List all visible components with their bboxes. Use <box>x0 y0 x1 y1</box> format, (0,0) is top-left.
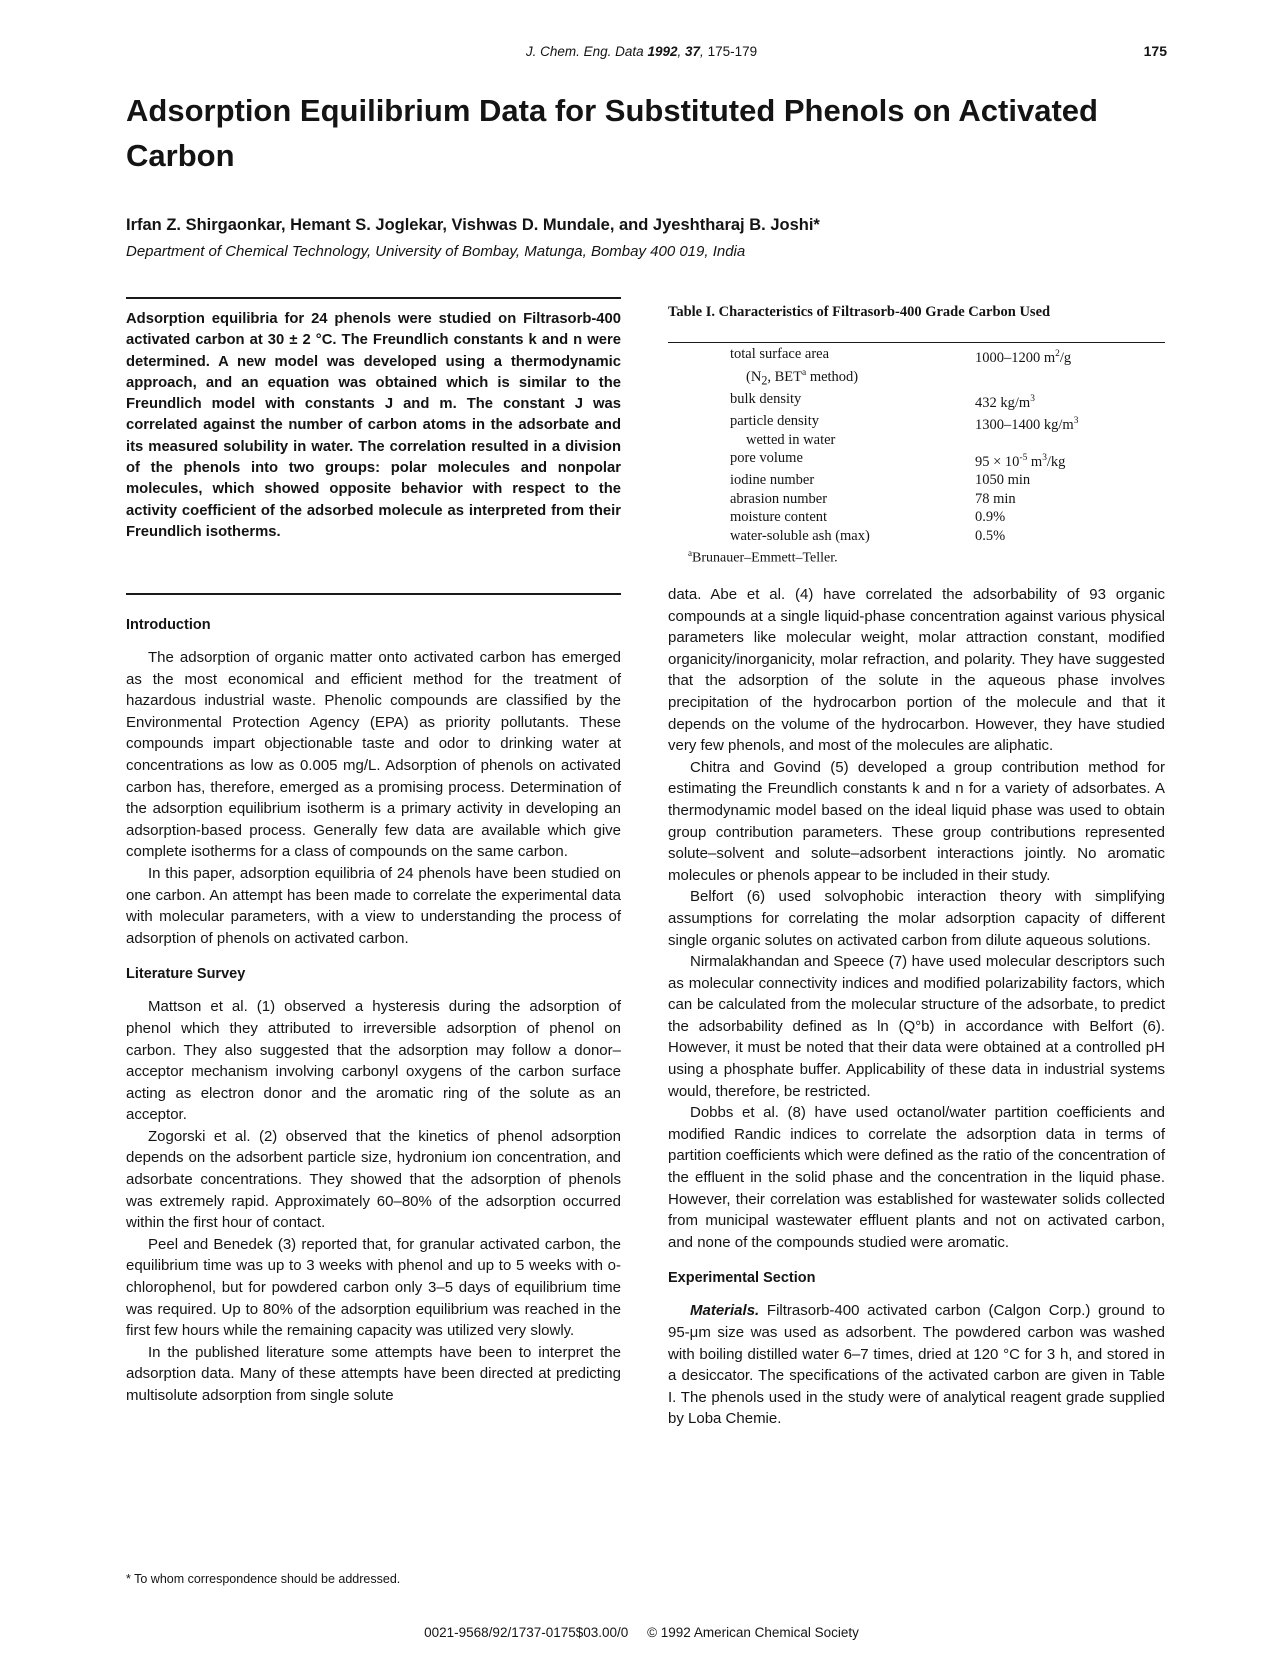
journal-name: J. Chem. Eng. Data <box>525 44 644 59</box>
abstract-bottom-rule <box>126 593 621 595</box>
journal-year: 1992 <box>647 44 678 59</box>
running-header: J. Chem. Eng. Data 1992, 37, 175-179 <box>525 44 758 59</box>
carbon-characteristics-table <box>730 345 1078 545</box>
table-cell-property: iodine number <box>730 472 815 489</box>
table-cell-value: 1050 min <box>975 472 1031 489</box>
literature-paragraph-8: Nirmalakhandan and Speece (7) have used molecular descriptors such as molecular connectivity indices and modified polarizability factors, which can be calculated from the molecular structure of the adsorbate, to predict the adsorbability defined as ln (Q°b) in accordance with Belfort (6). However, it must be noted that their data were obtained at a controlled pH using a phosphate buffer. Applicability of these data in industrial systems would, therefore, be restricted. <box>668 953 1165 1100</box>
intro-paragraph-1: The adsorption of organic matter onto activated carbon has emerged as the most economical and efficient method for the treatment of hazardous industrial waste. Phenolic compounds are classified by the Environmental Protection Agency (EPA) as priority pollutants. These compounds impart objectionable taste and odor to drinking water at concentrations as low as 0.005 mg/L. Adsorption of phenols on activated carbon has, therefore, emerged as a promising process. Determination of the adsorption equilibrium isotherm is a primary activity in developing an adsorption-based process. Generally few data are available which give complete isotherms for a class of compounds on the same carbon. <box>126 649 621 861</box>
article-code: 0021-9568/92/1737-0175$03.00/0 <box>424 1625 629 1640</box>
literature-paragraph-3: Peel and Benedek (3) reported that, for granular activated carbon, the equilibrium time was up to 3 weeks with phenol and up to 5 weeks with o-chlorophenol, but for powdered carbon only 3–5 days of equilibrium time was required. Up to 80% of the adsorption equilibrium was reached in the first few hours while the remaining capacity was utilized very slowly. <box>126 1235 621 1340</box>
abstract-top-rule <box>126 297 621 299</box>
abstract: Adsorption equilibria for 24 phenols were studied on Filtrasorb-400 activated carbon at 30 ± 2 °C. The Freundlich constants k and n were determined. A new model was developed using a thermodynamic approach, and an equation was obtained which is similar to the Freundlich model with constants J and m. The constant J was correlated against the number of carbon atoms in the adsorbate and its measured solubility in water. The correlation resulted in a division of the phenols into two groups: polar molecules and nonpolar molecules, which showed opposite behavior with respect to the activity coefficient of the adsorbed molecule as interpreted from their Freundlich isotherms. <box>126 311 621 540</box>
journal-pages: 175-179 <box>707 44 758 59</box>
table-caption: Table I. Characteristics of Filtrasorb-400 Grade Carbon Used <box>668 304 1051 320</box>
table-cell-value: 0.5% <box>975 527 1006 544</box>
table-row <box>730 345 1078 390</box>
literature-paragraph-5: data. Abe et al. (4) have correlated the adsorbability of 93 organic compounds at a single liquid-phase concentration against various physical parameters like molecular weight, molar attraction constant, modified organicity/inorganicity, molar refraction, and polarity. They have suggested that the adsorption of the solute in the aqueous phase involves precipitation of the hydrocarbon portion of the molecule and that it depends on the volume of the hydrocarbon. However, they have studied very few phenols, and most of the molecules are aliphatic. <box>668 586 1165 755</box>
journal-volume: 37 <box>685 44 701 59</box>
literature-paragraph-9: Dobbs et al. (8) have used octanol/water partition coefficients and modified Randic indices to correlate the adsorption data in terms of partition coefficients which were defined as the ratio of the concentration of the effluent in the solid phase and the concentration in the liquid phase. However, their correlation was established for wastewater solids collected from municipal wastewater effluent plants and not on activated carbon, and none of the compounds studied were aromatic. <box>668 1104 1165 1251</box>
page-footer <box>0 1625 1283 1640</box>
table-cell-property: total surface area <box>730 346 830 362</box>
literature-paragraph-4: In the published literature some attempts have been to interpret the adsorption data. Many of these attempts have been directed at predicting multisolute adsorption from single solute <box>126 1343 621 1404</box>
table-row <box>730 508 1078 527</box>
table-row <box>730 471 1078 490</box>
article-title: Adsorption Equilibrium Data for Substituted Phenols on Activated Carbon <box>126 93 1098 173</box>
intro-paragraph-2: In this paper, adsorption equilibria of 24 phenols have been studied on one carbon. An attempt has been made to correlate the experimental data with molecular parameters, with a view to understanding the process of adsorption of phenols on activated carbon. <box>126 864 621 947</box>
page-number: 175 <box>1143 43 1167 59</box>
table-cell-subnote: ($N_2$, BET$^a$ method) <box>746 367 859 388</box>
literature-paragraph-7: Belfort (6) used solvophobic interaction theory with simplifying assumptions for correlating the molar adsorption capacity of different single organic solutes on activated carbon from dilute aqueous solutions. <box>668 888 1165 949</box>
section-heading-experimental: Experimental Section <box>668 1270 816 1287</box>
table-cell-value: 432 $kg/m^3$ <box>975 393 1035 411</box>
table-footnote: $^a$Brunauer–Emmett–Teller. <box>688 548 838 566</box>
section-heading-introduction: Introduction <box>126 617 211 633</box>
copyright: © 1992 American Chemical Society <box>647 1625 859 1640</box>
literature-paragraph-2: Zogorski et al. (2) observed that the kinetics of phenol adsorption depends on the adsorbent particle size, hydronium ion concentration, and adsorbate concentrations. They showed that the adsorption of phenols was extremely rapid. Approximately 60–80% of the adsorption occurred within the first hour of contact. <box>126 1127 621 1232</box>
materials-label: Materials. <box>690 1302 760 1320</box>
table-row <box>730 449 1078 471</box>
table-cell-property: pore volume <box>730 450 803 467</box>
table-cell-property: water-soluble ash (max) <box>730 527 870 544</box>
table-rule <box>668 342 1165 343</box>
table-row <box>730 412 1078 449</box>
table-cell-property: particle density <box>730 413 819 430</box>
affiliation: Department of Chemical Technology, University of Bombay, Matunga, Bombay 400 019, India <box>126 243 746 260</box>
table-cell-subnote: wetted in water <box>746 431 836 448</box>
materials-paragraph <box>668 1300 1165 1430</box>
table-cell-value: 78 min <box>975 490 1016 507</box>
table-cell-value: 0.9% <box>975 509 1006 526</box>
table-row <box>730 527 1078 546</box>
section-heading-literature: Literature Survey <box>126 966 246 983</box>
right-column-body <box>668 584 1165 1430</box>
materials-text: Filtrasorb-400 activated carbon (Calgon Corp.) ground to 95-μm size was used as adsorbent. The powdered carbon was washed with boiling distilled water 6–7 times, dried at 120 °C for 3 h, and stored in a desiccator. The specifications of the activated carbon are given in Table I. The phenols used in the study were of analytical reagent grade supplied by Loba Chemie. <box>668 1302 1165 1428</box>
literature-paragraph-1: Mattson et al. (1) observed a hysteresis during the adsorption of phenol which they attributed to irreversible adsorption of phenol on carbon. They also suggested that the adsorption may follow a donor–acceptor mechanism involving carbonyl oxygens of the carbon surface acting as electron donor and the aromatic ring of the solute as an acceptor. <box>126 998 621 1124</box>
table-cell-property: bulk density <box>730 390 802 407</box>
table-cell-value: 1000–1200 $m^2/g$ <box>975 349 1072 366</box>
table-cell-property: moisture content <box>730 509 828 526</box>
table-row <box>730 390 1078 412</box>
table-row <box>730 490 1078 509</box>
left-column-body <box>126 617 621 1407</box>
literature-paragraph-6: Chitra and Govind (5) developed a group contribution method for estimating the Freundlich constants k and n for a variety of adsorbates. A thermodynamic model based on the ideal liquid phase was used to obtain group contribution parameters. These group contributions represented solute–solvent and solute–adsorbent interactions jointly. No aromatic molecules or phenols appear to be included in their study. <box>668 758 1165 884</box>
correspondence-footnote: * To whom correspondence should be addressed. <box>126 1572 401 1586</box>
table-cell-property: abrasion number <box>730 490 828 507</box>
author-list: Irfan Z. Shirgaonkar, Hemant S. Joglekar, Vishwas D. Mundale, and Jyeshtharaj B. Joshi* <box>126 216 820 234</box>
table-cell-value: $95 \times 10^{-5}$ $m^3/kg$ <box>975 453 1066 470</box>
table-cell-value: 1300–1400 $kg/m^3$ <box>975 416 1079 433</box>
